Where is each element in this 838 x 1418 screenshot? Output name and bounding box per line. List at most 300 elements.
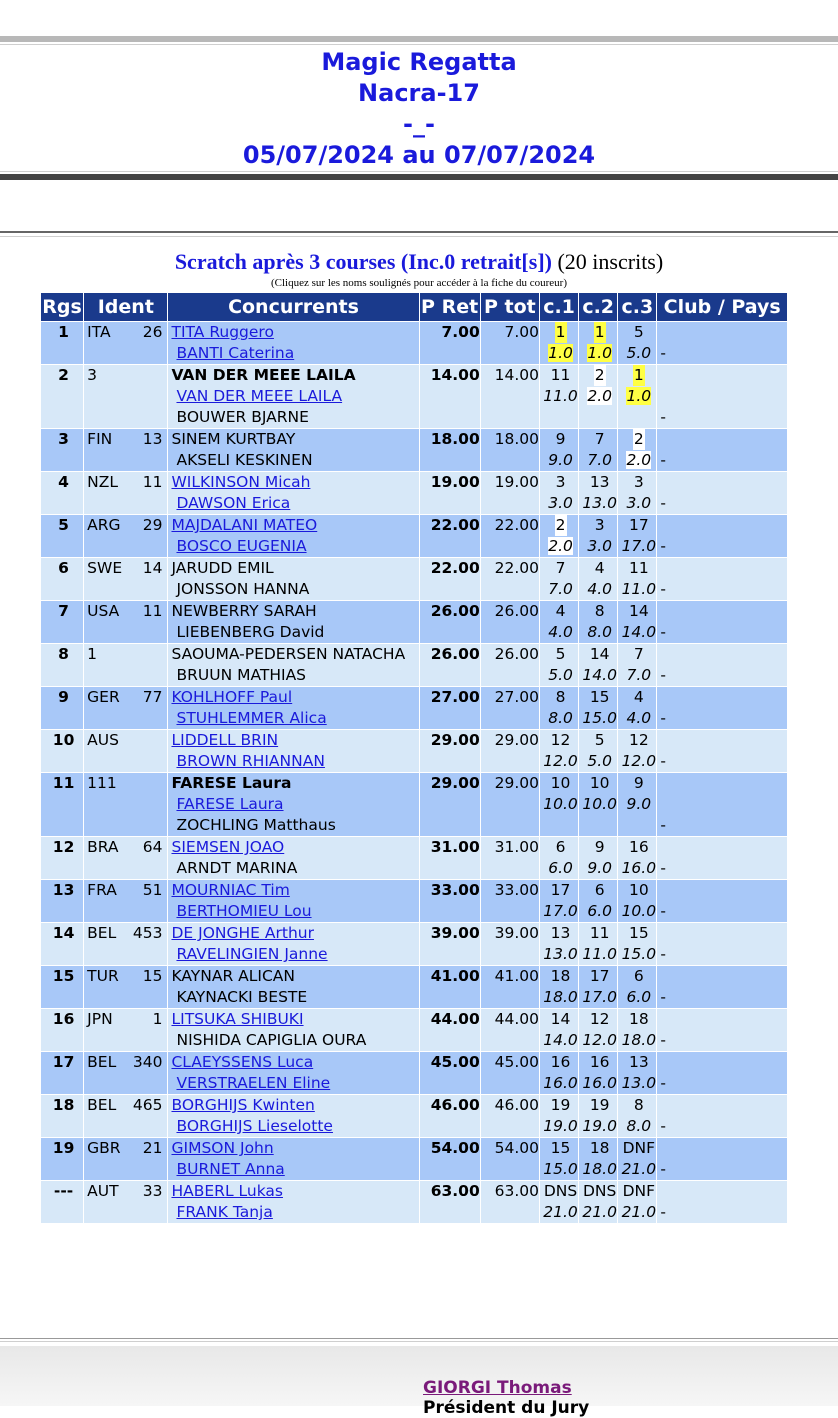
- competitors-cell: [168, 687, 418, 729]
- race-place: 15: [589, 688, 610, 706]
- results-table: [40, 292, 788, 1224]
- competitors-cell: [168, 601, 418, 643]
- race-place: 6: [633, 967, 644, 985]
- race-place: DNF: [622, 1139, 656, 1157]
- ident-nat: GBR: [87, 1139, 121, 1157]
- competitor-link[interactable]: BANTI Caterina: [176, 344, 295, 362]
- race-3-cell: [618, 365, 656, 428]
- competitor-name: JONSSON HANNA: [176, 580, 310, 598]
- rank-cell: 15: [41, 966, 83, 1008]
- club-value: -: [660, 988, 666, 1006]
- race-score: 10.0: [543, 795, 578, 813]
- competitors-cell: [168, 1009, 418, 1051]
- competitors-cell: [168, 730, 418, 772]
- race-place: 9: [633, 774, 644, 792]
- club-cell: [657, 1138, 787, 1180]
- race-score: 13.0: [621, 1074, 657, 1092]
- rank-cell: 8: [41, 644, 83, 686]
- table-row: [41, 1009, 787, 1051]
- points-retained-cell: 45.00: [420, 1052, 480, 1094]
- column-header-3: P Ret: [420, 293, 480, 321]
- ident-cell: [84, 429, 167, 471]
- race-place: 3: [594, 516, 605, 534]
- ident-nat: 3: [87, 366, 98, 384]
- competitor-line: [171, 923, 418, 944]
- race-2-cell: [579, 558, 617, 600]
- jury-president-role: Président du Jury: [423, 1398, 590, 1418]
- race-1-cell: [540, 730, 578, 772]
- table-header-row: [41, 293, 787, 321]
- ident-number: 340: [132, 1053, 163, 1071]
- table-row: [41, 1181, 787, 1223]
- column-header-4: P tot: [481, 293, 539, 321]
- race-place: 13: [628, 1053, 649, 1071]
- competitors-cell: [168, 515, 418, 557]
- points-retained-cell: 39.00: [420, 923, 480, 965]
- race-2-cell: [579, 1181, 617, 1223]
- race-3-cell: [618, 837, 656, 879]
- race-2-cell: [579, 923, 617, 965]
- ident-number: 51: [142, 881, 163, 899]
- race-score: 18.0: [621, 1031, 657, 1049]
- race-score: 5.0: [587, 752, 612, 770]
- race-place: 14: [550, 1010, 571, 1028]
- competitor-link[interactable]: BERTHOMIEU Lou: [176, 902, 312, 920]
- race-place: 8: [594, 602, 605, 620]
- competitor-link[interactable]: FRANK Tanja: [176, 1203, 273, 1221]
- race-place: 16: [589, 1053, 610, 1071]
- race-3-cell: [618, 773, 656, 836]
- ident-nat: ITA: [87, 323, 111, 341]
- points-total-cell: 27.00: [481, 687, 539, 729]
- race-3-cell: [618, 1052, 656, 1094]
- competitor-link[interactable]: DAWSON Erica: [176, 494, 291, 512]
- race-1-cell: [540, 1095, 578, 1137]
- race-place: 2: [594, 366, 605, 384]
- race-score: 17.0: [582, 988, 617, 1006]
- race-score: 4.0: [587, 580, 612, 598]
- race-place: 16: [628, 838, 649, 856]
- table-row: [41, 1095, 787, 1137]
- points-retained-cell: 29.00: [420, 773, 480, 836]
- bottom-rule-2: [0, 1341, 838, 1342]
- points-retained-cell: 18.00: [420, 429, 480, 471]
- points-retained-cell: 26.00: [420, 644, 480, 686]
- mid-rule-1: [0, 171, 838, 172]
- race-score: 6.0: [626, 988, 652, 1006]
- ident-cell: [84, 472, 167, 514]
- ident-cell: [84, 365, 167, 428]
- event-title: Magic Regatta: [321, 48, 517, 76]
- competitor-link[interactable]: STUHLEMMER Alica: [176, 709, 327, 727]
- ident-cell: [84, 966, 167, 1008]
- ident-nat: JPN: [87, 1010, 113, 1028]
- race-place: 8: [555, 688, 566, 706]
- rank-cell: 4: [41, 472, 83, 514]
- race-place: 1: [555, 323, 566, 341]
- competitor-line: [171, 1009, 418, 1030]
- race-place: 5: [633, 323, 644, 341]
- race-place: 8: [633, 1096, 644, 1114]
- club-cell: [657, 429, 787, 471]
- competitors-cell: [168, 880, 418, 922]
- points-retained-cell: 22.00: [420, 558, 480, 600]
- ident-nat: BEL: [87, 1053, 117, 1071]
- race-place: 10: [628, 881, 649, 899]
- ident-cell: [84, 515, 167, 557]
- race-3-cell: [618, 601, 656, 643]
- table-row: [41, 644, 787, 686]
- race-score: 9.0: [626, 795, 652, 813]
- race-place: 11: [589, 924, 610, 942]
- competitor-link[interactable]: RAVELINGIEN Janne: [176, 945, 328, 963]
- rank-cell: 5: [41, 515, 83, 557]
- class-title: Nacra-17: [358, 79, 480, 107]
- competitor-link[interactable]: MOURNIAC Tim: [171, 881, 290, 899]
- ident-nat: AUT: [87, 1182, 119, 1200]
- points-total-cell: 31.00: [481, 837, 539, 879]
- ident-cell: [84, 1181, 167, 1223]
- club-value: -: [660, 344, 666, 362]
- points-retained-cell: 27.00: [420, 687, 480, 729]
- competitor-name: SINEM KURTBAY: [171, 430, 296, 448]
- race-place: 17: [550, 881, 571, 899]
- competitor-line: [171, 901, 418, 922]
- race-score: 7.0: [626, 666, 652, 684]
- table-row: [41, 558, 787, 600]
- ident-cell: [84, 1052, 167, 1094]
- competitors-cell: [168, 429, 418, 471]
- column-header-8: Club / Pays: [657, 293, 787, 321]
- competitor-line: [171, 536, 418, 557]
- competitor-line: [171, 1073, 418, 1094]
- competitor-link[interactable]: KOHLHOFF Paul: [171, 688, 293, 706]
- club-cell: [657, 558, 787, 600]
- click-hint: (Cliquez sur les noms soulignés pour accéder à la fiche du coureur): [271, 277, 567, 289]
- ident-number: 13: [142, 430, 163, 448]
- ident-nat: 1: [87, 645, 98, 663]
- rank-cell: 12: [41, 837, 83, 879]
- top-rule-2: [0, 44, 838, 45]
- race-3-cell: [618, 322, 656, 364]
- footer-panel: [0, 1346, 838, 1406]
- ident-number: 11: [142, 473, 163, 491]
- race-1-cell: [540, 687, 578, 729]
- race-score: 14.0: [582, 666, 617, 684]
- ident-cell: [84, 687, 167, 729]
- race-place: 2: [633, 430, 644, 448]
- ident-number: 11: [142, 602, 163, 620]
- competitor-name: NISHIDA CAPIGLIA OURA: [176, 1031, 367, 1049]
- race-place: 18: [628, 1010, 649, 1028]
- race-score: 16.0: [543, 1074, 578, 1092]
- race-1-cell: [540, 558, 578, 600]
- club-value: -: [660, 666, 666, 684]
- race-score: 19.0: [543, 1117, 578, 1135]
- table-row: [41, 515, 787, 557]
- club-value: -: [660, 494, 666, 512]
- points-total-cell: 46.00: [481, 1095, 539, 1137]
- race-2-cell: [579, 515, 617, 557]
- race-score: 21.0: [543, 1203, 578, 1221]
- race-place: 4: [555, 602, 566, 620]
- race-1-cell: [540, 1009, 578, 1051]
- race-score: 2.0: [548, 537, 573, 555]
- race-1-cell: [540, 966, 578, 1008]
- club-value: -: [660, 1031, 666, 1049]
- points-total-cell: 29.00: [481, 773, 539, 836]
- race-2-cell: [579, 1052, 617, 1094]
- points-total-cell: 45.00: [481, 1052, 539, 1094]
- race-score: 21.0: [621, 1160, 657, 1178]
- competitor-line: [171, 687, 418, 708]
- club-value: -: [660, 1074, 666, 1092]
- race-score: 18.0: [582, 1160, 617, 1178]
- competitor-name: ZOCHLING Matthaus: [176, 816, 336, 834]
- competitor-link[interactable]: WILKINSON Micah: [171, 473, 311, 491]
- race-place: 1: [594, 323, 605, 341]
- competitors-cell: [168, 1095, 418, 1137]
- race-place: DNS: [543, 1182, 578, 1200]
- points-retained-cell: 19.00: [420, 472, 480, 514]
- race-3-cell: [618, 472, 656, 514]
- race-1-cell: [540, 1138, 578, 1180]
- race-place: 17: [628, 516, 649, 534]
- ident-cell: [84, 923, 167, 965]
- ident-nat: NZL: [87, 473, 119, 491]
- table-row: [41, 730, 787, 772]
- points-total-cell: 18.00: [481, 429, 539, 471]
- race-place: 13: [550, 924, 571, 942]
- points-retained-cell: 63.00: [420, 1181, 480, 1223]
- ident-number: 33: [142, 1182, 163, 1200]
- club-cell: [657, 730, 787, 772]
- competitor-link[interactable]: BOSCO EUGENIA: [176, 537, 307, 555]
- race-place: 7: [555, 559, 566, 577]
- competitor-link[interactable]: SIEMSEN JOAO: [171, 838, 285, 856]
- race-score: 8.0: [587, 623, 612, 641]
- column-header-2: Concurrents: [168, 293, 418, 321]
- race-score: 7.0: [548, 580, 573, 598]
- race-score: 14.0: [543, 1031, 578, 1049]
- race-score: 10.0: [621, 902, 657, 920]
- race-score: 8.0: [626, 1117, 652, 1135]
- ident-cell: [84, 601, 167, 643]
- competitor-line: [171, 837, 418, 858]
- points-total-cell: 19.00: [481, 472, 539, 514]
- points-retained-cell: 14.00: [420, 365, 480, 428]
- ident-cell: [84, 1138, 167, 1180]
- race-place: 3: [633, 473, 644, 491]
- race-1-cell: [540, 322, 578, 364]
- competitor-line: [171, 1116, 418, 1137]
- ident-nat: FRA: [87, 881, 117, 899]
- race-2-cell: [579, 773, 617, 836]
- race-place: 18: [589, 1139, 610, 1157]
- separator-title: -_-: [403, 110, 435, 138]
- competitor-name: AKSELI KESKINEN: [176, 451, 313, 469]
- ident-cell: [84, 322, 167, 364]
- race-score: 11.0: [621, 580, 657, 598]
- race-3-cell: [618, 644, 656, 686]
- competitor-name: JARUDD EMIL: [171, 559, 274, 577]
- column-header-6: c.2: [579, 293, 617, 321]
- club-cell: [657, 472, 787, 514]
- ident-number: 21: [142, 1139, 163, 1157]
- club-value: -: [660, 902, 666, 920]
- club-cell: [657, 880, 787, 922]
- club-value: -: [660, 623, 666, 641]
- race-score: 15.0: [582, 709, 617, 727]
- competitor-name: KAYNACKI BESTE: [176, 988, 308, 1006]
- race-score: 10.0: [582, 795, 617, 813]
- table-row: [41, 837, 787, 879]
- competitor-link[interactable]: BORGHIJS Lieselotte: [176, 1117, 333, 1135]
- points-retained-cell: 44.00: [420, 1009, 480, 1051]
- competitor-link[interactable]: LIDDELL BRIN: [171, 731, 279, 749]
- table-row: [41, 687, 787, 729]
- rank-cell: 2: [41, 365, 83, 428]
- competitor-name: BRUUN MATHIAS: [176, 666, 307, 684]
- race-place: 7: [633, 645, 644, 663]
- race-2-cell: [579, 1009, 617, 1051]
- club-cell: [657, 365, 787, 428]
- competitor-link[interactable]: BROWN RHIANNAN: [176, 752, 325, 770]
- club-cell: [657, 923, 787, 965]
- club-value: -: [660, 1203, 666, 1221]
- competitor-line: [171, 730, 418, 751]
- ident-number: 26: [142, 323, 163, 341]
- ident-cell: [84, 1009, 167, 1051]
- competitor-link[interactable]: GIMSON John: [171, 1139, 274, 1157]
- race-score: 11.0: [582, 945, 617, 963]
- race-score: 13.0: [543, 945, 578, 963]
- ident-cell: [84, 730, 167, 772]
- race-score: 9.0: [587, 859, 612, 877]
- rank-cell: 16: [41, 1009, 83, 1051]
- jury-president-link[interactable]: GIORGI Thomas: [423, 1378, 572, 1398]
- race-place: 4: [594, 559, 605, 577]
- table-row: [41, 472, 787, 514]
- race-place: 19: [550, 1096, 571, 1114]
- competitor-line: [171, 1159, 418, 1180]
- race-place: 4: [633, 688, 644, 706]
- competitor-link[interactable]: VERSTRAELEN Eline: [176, 1074, 331, 1092]
- table-row: [41, 365, 787, 428]
- mid-rule-3: [0, 231, 838, 233]
- race-place: 10: [550, 774, 571, 792]
- race-score: 17.0: [543, 902, 578, 920]
- competitor-line: [171, 386, 418, 407]
- competitor-line: [171, 944, 418, 965]
- points-retained-cell: 29.00: [420, 730, 480, 772]
- column-header-5: c.1: [540, 293, 578, 321]
- race-2-cell: [579, 472, 617, 514]
- ident-number: 14: [142, 559, 163, 577]
- race-place: 5: [555, 645, 566, 663]
- race-score: 3.0: [626, 494, 652, 512]
- ident-nat: TUR: [87, 967, 119, 985]
- competitors-cell: [168, 558, 418, 600]
- table-row: [41, 429, 787, 471]
- race-score: 15.0: [543, 1160, 578, 1178]
- race-place: 16: [550, 1053, 571, 1071]
- points-total-cell: 14.00: [481, 365, 539, 428]
- points-retained-cell: 54.00: [420, 1138, 480, 1180]
- race-score: 5.0: [548, 666, 573, 684]
- ident-nat: 111: [87, 774, 117, 792]
- race-score: 9.0: [548, 451, 573, 469]
- table-row: [41, 773, 787, 836]
- competitor-link[interactable]: DE JONGHE Arthur: [171, 924, 314, 942]
- club-value: -: [660, 537, 666, 555]
- club-value: -: [660, 1160, 666, 1178]
- race-score: 12.0: [582, 1031, 617, 1049]
- race-score: 6.0: [587, 902, 612, 920]
- club-cell: [657, 515, 787, 557]
- ident-number: 1: [152, 1010, 163, 1028]
- competitor-link[interactable]: CLAEYSSENS Luca: [171, 1053, 314, 1071]
- competitor-link[interactable]: FARESE Laura: [176, 795, 284, 813]
- race-score: 17.0: [621, 537, 657, 555]
- race-2-cell: [579, 730, 617, 772]
- race-3-cell: [618, 1181, 656, 1223]
- race-2-cell: [579, 601, 617, 643]
- points-retained-cell: 33.00: [420, 880, 480, 922]
- competitor-name: BOUWER BJARNE: [176, 408, 309, 426]
- race-3-cell: [618, 1009, 656, 1051]
- competitor-link[interactable]: MAJDALANI MATEO: [171, 516, 318, 534]
- competitors-cell: [168, 923, 418, 965]
- club-cell: [657, 687, 787, 729]
- club-cell: [657, 1052, 787, 1094]
- competitor-line: [171, 794, 418, 815]
- race-2-cell: [579, 1138, 617, 1180]
- column-header-0: Rgs: [41, 293, 83, 321]
- race-2-cell: [579, 687, 617, 729]
- competitor-link[interactable]: VAN DER MEEE LAILA: [176, 387, 343, 405]
- competitor-link[interactable]: BORGHIJS Kwinten: [171, 1096, 315, 1114]
- race-place: 12: [550, 731, 571, 749]
- competitor-name: FARESE Laura: [171, 774, 292, 792]
- competitor-line: [171, 1095, 418, 1116]
- competitors-cell: [168, 966, 418, 1008]
- race-1-cell: [540, 515, 578, 557]
- race-3-cell: [618, 1095, 656, 1137]
- table-row: [41, 1052, 787, 1094]
- race-2-cell: [579, 880, 617, 922]
- rank-cell: 13: [41, 880, 83, 922]
- race-1-cell: [540, 837, 578, 879]
- ident-cell: [84, 773, 167, 836]
- points-total-cell: 26.00: [481, 601, 539, 643]
- race-place: 6: [594, 881, 605, 899]
- ident-number: 29: [142, 516, 163, 534]
- competitors-cell: [168, 322, 418, 364]
- race-1-cell: [540, 472, 578, 514]
- race-1-cell: [540, 429, 578, 471]
- race-place: 13: [589, 473, 610, 491]
- competitor-link[interactable]: HABERL Lukas: [171, 1182, 283, 1200]
- ident-nat: BEL: [87, 1096, 117, 1114]
- race-1-cell: [540, 601, 578, 643]
- race-score: 13.0: [582, 494, 617, 512]
- competitor-link[interactable]: TITA Ruggero: [171, 323, 274, 341]
- competitor-link[interactable]: BURNET Anna: [176, 1160, 285, 1178]
- race-3-cell: [618, 880, 656, 922]
- points-retained-cell: 22.00: [420, 515, 480, 557]
- competitor-link[interactable]: LITSUKA SHIBUKI: [171, 1010, 304, 1028]
